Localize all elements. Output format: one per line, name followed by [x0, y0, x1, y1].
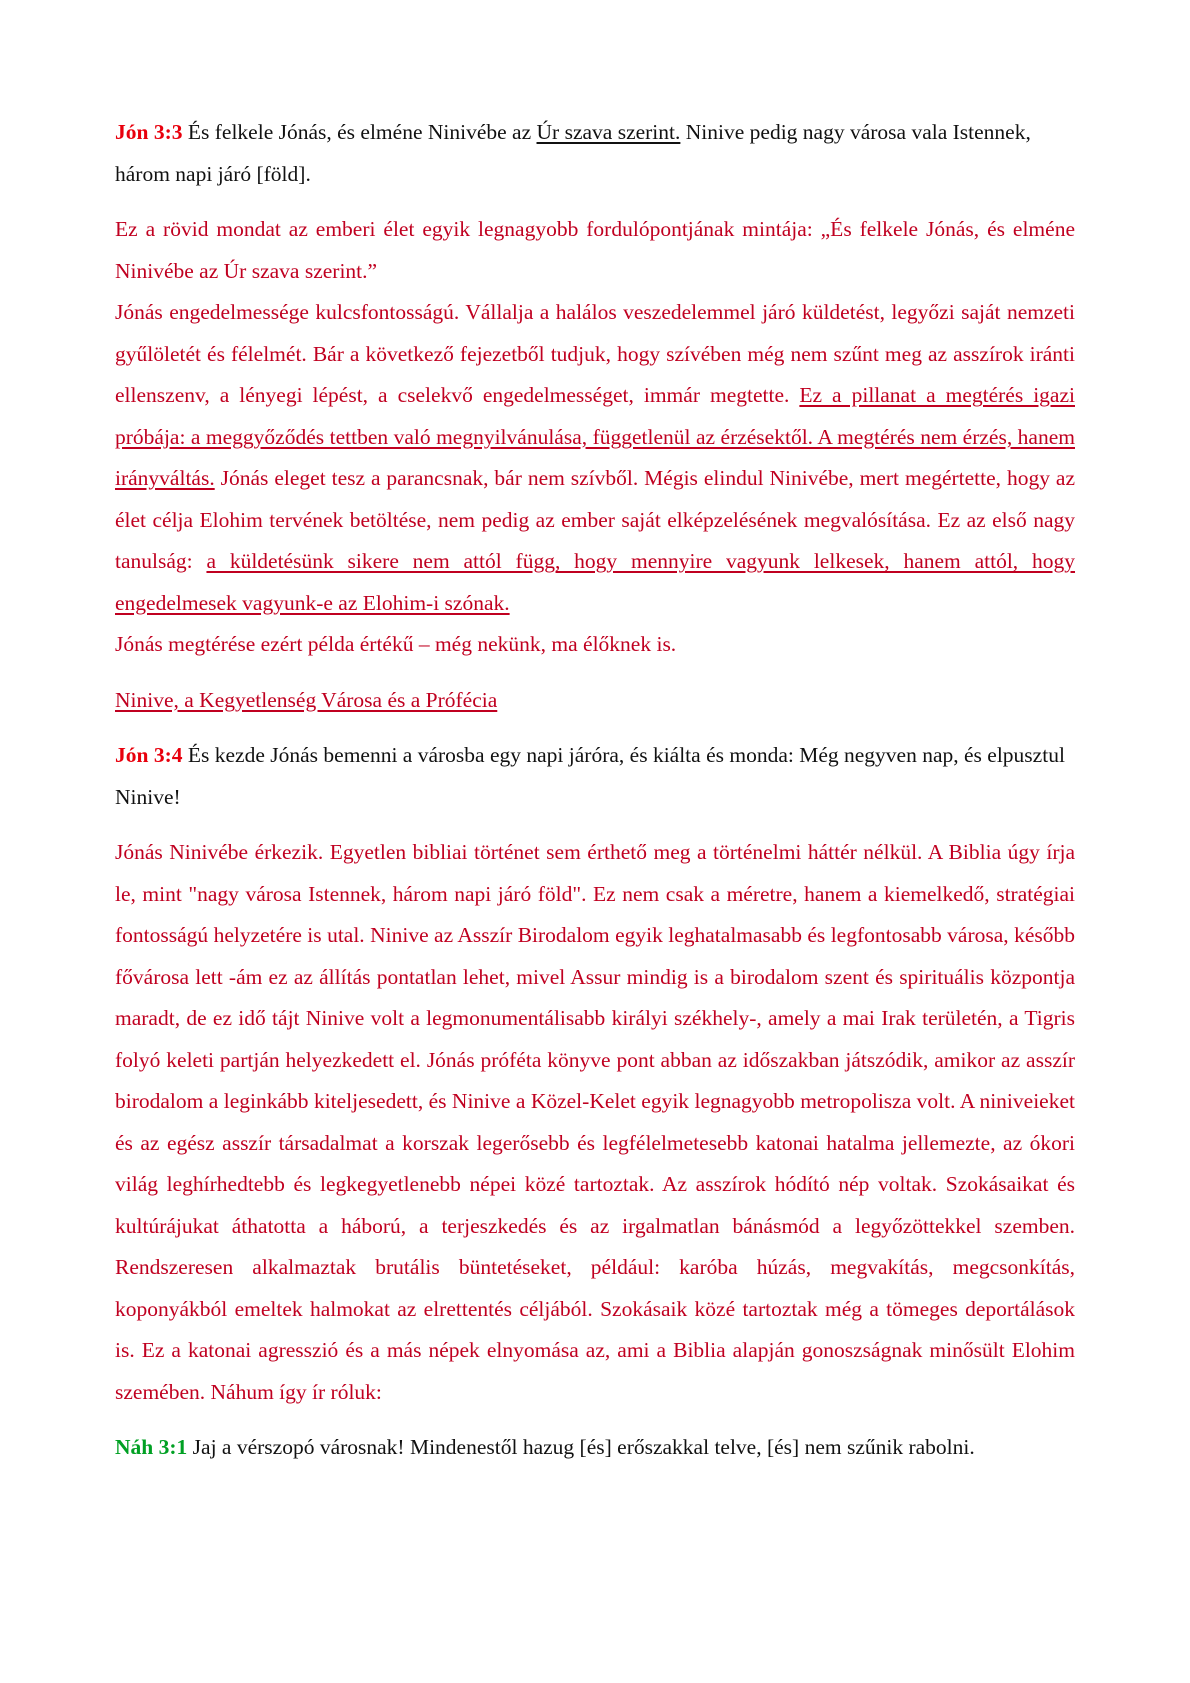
document-page — [115, 112, 1075, 1469]
verse-jon-3-3 — [115, 112, 1075, 195]
verse-text: Jaj a vérszopó városnak! Mindenestől hazug [és] erőszakkal telve, [és] nem szűnik rabolni. — [187, 1435, 975, 1459]
paragraph-text: Jónás eleget tesz a parancsnak, bár nem szívből. Mégis elindul Ninivébe, mert megértette, hogy az élet célja Elohim tervének betöltése, nem pedig az ember saját elképzelésének megvalósítása. Ez az első nagy tanulság: — [115, 466, 1075, 573]
verse-reference: Náh 3:1 — [115, 1435, 188, 1459]
commentary-paragraph: Ez a rövid mondat az emberi élet egyik legnagyobb fordulópontjának mintája: „És felkele Jónás, és elméne Ninivébe az Úr szava szerint.” — [115, 217, 1075, 283]
verse-nah-3-1 — [115, 1427, 1075, 1469]
verse-reference: Jón 3:3 — [115, 120, 183, 144]
commentary-paragraph: Jónás megtérése ezért példa értékű – még nekünk, ma élőknek is. — [115, 632, 677, 656]
paragraph-text: Jónás engedelmessége kulcsfontosságú. Vállalja a halálos veszedelemmel járó küldetést, legyőzi saját nemzeti gyűlöletét és félelmét. Bár a következő fejezetből tudjuk, hogy szívében még nem szűnt meg az asszírok iránti ellenszenv, a lényegi lépést, a cselekvő engedelmességet, immár megtette. — [115, 300, 1075, 407]
section-heading: Ninive, a Kegyetlenség Városa és a Prófécia — [115, 687, 498, 712]
verse-text: És felkele Jónás, és elméne Ninivébe az — [182, 120, 537, 144]
verse-text: És kezde Jónás bemenni a városba egy napi járóra, és kiálta és monda: Még negyven nap, és elpusztul Ninive! — [115, 743, 1065, 809]
underlined-emphasis: a küldetésünk sikere nem attól függ, hogy mennyire vagyunk lelkesek, hanem attól, hogy engedelmesek vagyunk-e az Elohim-i szónak. — [115, 549, 1076, 615]
verse-jon-3-4 — [115, 735, 1075, 818]
commentary-paragraph — [115, 292, 1075, 624]
verse-underlined-text: Úr szava szerint. — [536, 120, 681, 144]
verse-reference: Jón 3:4 — [115, 743, 183, 767]
verse-text: Ninive pedig nagy városa vala Istennek, három napi járó [föld]. — [115, 120, 1031, 186]
commentary-paragraph: Jónás Ninivébe érkezik. Egyetlen bibliai történet sem érthető meg a történelmi háttér nélkül. A Biblia úgy írja le, mint "nagy városa Istennek, három napi járó föld". Ez nem csak a méretre, hanem a kiemelkedő, stratégiai fontosságú helyzetére is utal. Ninive az Asszír Birodalom egyik leghatalmasabb és legfontosabb városa, később fővárosa lett -ám ez az állítás pontatlan lehet, mivel Assur mindig is a birodalom szent és spirituális központja maradt, de ez idő tájt Ninive volt a legmonumentálisabb királyi székhely-, amely a mai Irak területén, a Tigris folyó keleti partján helyezkedett el. Jónás próféta könyve pont abban az időszakban játszódik, amikor az asszír birodalom a leginkább kiteljesedett, és Ninive a Közel-Kelet egyik legnagyobb metropolisza volt. A niniveieket és az egész asszír társadalmat a korszak legerősebb és legfélelmetesebb katonai hatalma jellemezte, az ókori világ leghírhedtebb és legkegyetlenebb népei közé tartoztak. Az asszírok hódító nép voltak. Szokásaikat és kultúrájukat áthatotta a háború, a terjeszkedés és az irgalmatlan bánásmód a legyőzöttekkel szemben. Rendszeresen alkalmaztak brutális büntetéseket, például: karóba húzás, megvakítás, megcsonkítás, koponyákból emeltek halmokat az elrettentés céljából. Szokásaik közé tartoztak még a tömeges deportálások is. Ez a katonai agresszió és a más népek elnyomása az, ami a Biblia alapján gonoszságnak minősült Elohim szemében. Náhum így ír róluk: — [115, 840, 1075, 1404]
underlined-emphasis: Ez a pillanat a megtérés igazi próbája: a meggyőződés tettben való megnyilvánulása, függetlenül az érzésektől. A megtérés nem érzés, hanem irányváltás. — [115, 383, 1075, 490]
